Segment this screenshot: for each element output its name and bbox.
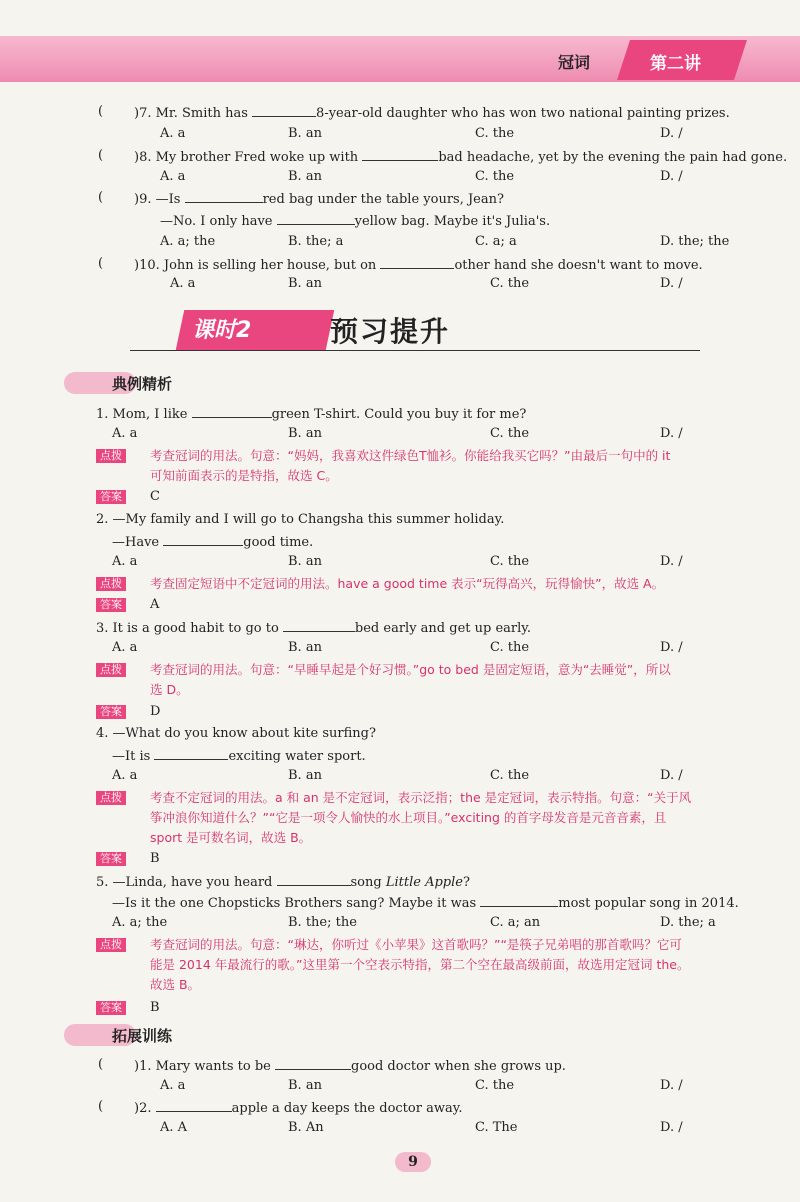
answer-paren: (	[98, 1057, 104, 1072]
example-question-line2: —It is exciting water sport.	[112, 749, 366, 764]
option-d: D. /	[660, 126, 683, 141]
section-title: 典例精析	[112, 375, 173, 393]
option-d: D. /	[660, 426, 683, 441]
answer-paren: (	[98, 1099, 104, 1114]
option-b: B. an	[288, 1078, 322, 1093]
option-b: B. the; the	[288, 915, 357, 930]
option-c: C. the	[475, 169, 515, 184]
example-question-line2: —Is it the one Chopsticks Brothers sang? Maybe it was most popular song in 2014.	[112, 896, 739, 911]
answer-blank[interactable]	[192, 405, 272, 418]
tip-text: 考查不定冠词的用法。a 和 an 是不定冠词，表示泛指；the 是定冠词，表示特指。句意：“关于风	[150, 790, 692, 805]
example-question: 4. —What do you know about kite surfing?	[96, 726, 376, 741]
option-b: B. an	[288, 768, 322, 783]
option-a: A. a	[112, 640, 138, 655]
answer-blank[interactable]	[480, 894, 558, 907]
tip-text: 考查冠词的用法。句意：“琳达，你听过《小苹果》这首歌吗？”“是筷子兄弟唱的那首歌吗？它可	[150, 937, 682, 952]
tip-badge: 点拨	[96, 577, 126, 591]
option-a: A. a	[160, 126, 186, 141]
option-a: A. A	[160, 1120, 188, 1135]
option-c: C. a; a	[475, 234, 517, 249]
tip-text: 能是 2014 年最流行的歌。”这里第一个空表示特指，第二个空在最高级前面，故选用定冠词 the。	[150, 957, 690, 972]
answer-badge: 答案	[96, 1001, 126, 1015]
header-lesson: 第二讲	[650, 54, 701, 74]
option-d: D. /	[660, 640, 683, 655]
option-b: B. an	[288, 126, 322, 141]
answer-blank[interactable]	[277, 873, 351, 886]
tip-text: 可知前面表示的是特指，故选 C。	[150, 468, 338, 483]
answer-value: B	[150, 1000, 160, 1015]
answer-blank[interactable]	[380, 256, 454, 269]
option-b: B. An	[288, 1120, 324, 1135]
answer-blank[interactable]	[252, 104, 316, 117]
option-a: A. a	[160, 169, 186, 184]
practice-question: )2. apple a day keeps the doctor away.	[134, 1101, 463, 1116]
option-d: D. /	[660, 1078, 683, 1093]
option-c: C. the	[490, 426, 530, 441]
answer-value: A	[150, 597, 160, 612]
tip-text: 选 D。	[150, 682, 189, 697]
question-8: )8. My brother Fred woke up with bad headache, yet by the evening the pain had gone.	[134, 150, 788, 165]
answer-blank[interactable]	[283, 619, 355, 632]
answer-blank[interactable]	[185, 190, 263, 203]
answer-blank[interactable]	[277, 212, 355, 225]
answer-blank[interactable]	[275, 1057, 351, 1070]
option-a: A. a	[112, 554, 138, 569]
answer-badge: 答案	[96, 852, 126, 866]
question-9: )9. —Is red bag under the table yours, Jean?	[134, 192, 504, 207]
option-c: C. the	[490, 554, 530, 569]
option-a: A. a	[170, 276, 196, 291]
example-question: 3. It is a good habit to go to bed early and get up early.	[96, 621, 532, 636]
option-d: D. /	[660, 169, 683, 184]
option-b: B. an	[288, 554, 322, 569]
option-a: A. a	[112, 426, 138, 441]
option-a: A. a	[160, 1078, 186, 1093]
header-topic: 冠词	[558, 53, 591, 72]
option-c: C. the	[475, 126, 515, 141]
tip-text: 考查固定短语中不定冠词的用法。have a good time 表示“玩得高兴，玩得愉快”，故选 A。	[150, 576, 665, 591]
example-question: 1. Mom, I like green T-shirt. Could you buy it for me?	[96, 407, 527, 422]
section-title: 拓展训练	[112, 1027, 173, 1045]
tip-badge: 点拨	[96, 663, 126, 677]
option-c: C. the	[490, 276, 530, 291]
divider	[130, 350, 700, 351]
lesson-title: 预习提升	[330, 315, 451, 348]
page-number: 9	[395, 1152, 431, 1172]
question-10: )10. John is selling her house, but on other hand she doesn't want to move.	[134, 258, 703, 273]
answer-value: C	[150, 489, 160, 504]
answer-blank[interactable]	[163, 533, 243, 546]
option-c: C. the	[490, 640, 530, 655]
example-question: 2. —My family and I will go to Changsha this summer holiday.	[96, 512, 505, 527]
tip-badge: 点拨	[96, 449, 126, 463]
option-d: D. the; a	[660, 915, 716, 930]
option-c: C. the	[475, 1078, 515, 1093]
answer-badge: 答案	[96, 598, 126, 612]
option-a: A. a; the	[112, 915, 168, 930]
answer-value: B	[150, 851, 160, 866]
option-b: B. an	[288, 169, 322, 184]
option-c: C. the	[490, 768, 530, 783]
option-a: A. a	[112, 768, 138, 783]
answer-badge: 答案	[96, 705, 126, 719]
option-b: B. an	[288, 276, 322, 291]
tip-text: 故选 B。	[150, 977, 201, 992]
option-b: B. an	[288, 640, 322, 655]
tip-badge: 点拨	[96, 938, 126, 952]
tip-text: 考查冠词的用法。句意：“早睡早起是个好习惯。”go to bed 是固定短语，意为“去睡觉”，所以	[150, 662, 671, 677]
answer-paren: (	[98, 190, 104, 205]
option-d: D. /	[660, 1120, 683, 1135]
tip-text: sport 是可数名词，故选 B。	[150, 830, 312, 845]
answer-badge: 答案	[96, 490, 126, 504]
answer-paren: (	[98, 256, 104, 271]
practice-question: )1. Mary wants to be good doctor when she grows up.	[134, 1059, 566, 1074]
example-question: 5. —Linda, have you heard song Little Apple?	[96, 875, 470, 890]
option-c: C. The	[475, 1120, 518, 1135]
tip-badge: 点拨	[96, 791, 126, 805]
tip-text: 筝冲浪你知道什么？”“它是一项令人愉快的水上项目。”exciting 的首字母发音是元音音素，且	[150, 810, 667, 825]
option-d: D. the; the	[660, 234, 730, 249]
option-b: B. an	[288, 426, 322, 441]
option-d: D. /	[660, 276, 683, 291]
example-question-line2: —Have good time.	[112, 535, 314, 550]
question-7: )7. Mr. Smith has 8-year-old daughter who has won two national painting prizes.	[134, 106, 730, 121]
option-c: C. a; an	[490, 915, 541, 930]
answer-blank[interactable]	[154, 747, 228, 760]
option-d: D. /	[660, 768, 683, 783]
option-d: D. /	[660, 554, 683, 569]
lesson-badge: 课时2	[192, 318, 252, 343]
answer-value: D	[150, 704, 161, 719]
answer-blank[interactable]	[362, 148, 438, 161]
question-9-line2: —No. I only have yellow bag. Maybe it's Julia's.	[160, 214, 551, 229]
option-a: A. a; the	[160, 234, 216, 249]
option-b: B. the; a	[288, 234, 344, 249]
tip-text: 考查冠词的用法。句意：“妈妈，我喜欢这件绿色T恤衫。你能给我买它吗？”由最后一句中的 it	[150, 448, 671, 463]
answer-paren: (	[98, 104, 104, 119]
answer-paren: (	[98, 148, 104, 163]
answer-blank[interactable]	[156, 1099, 232, 1112]
